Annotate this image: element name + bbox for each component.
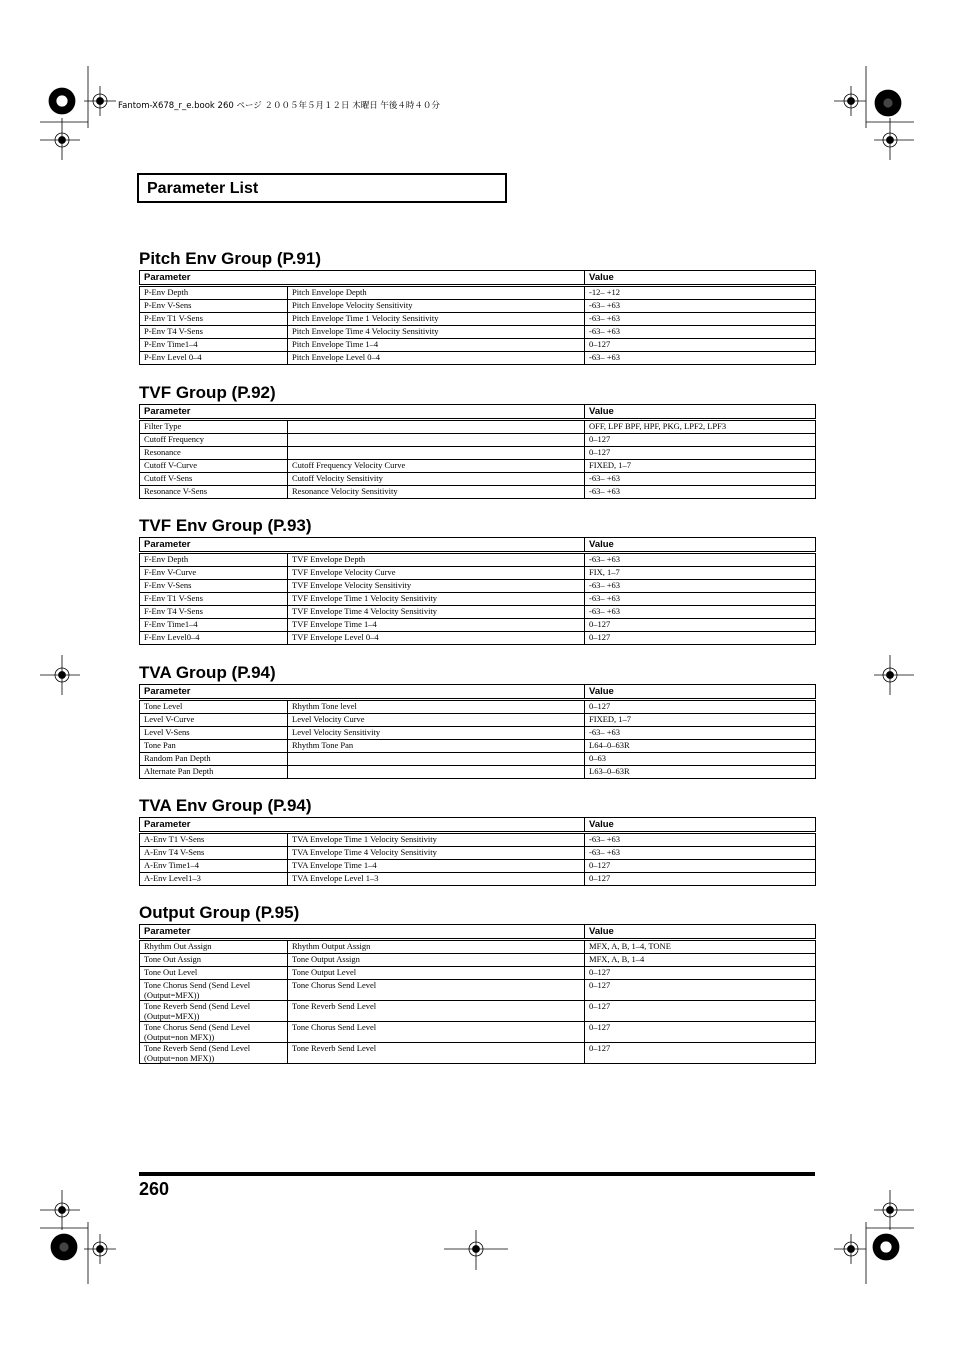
table-cell: F-Env T4 V-Sens (140, 606, 288, 619)
table-row (140, 753, 816, 766)
table-row (140, 460, 816, 473)
table-cell: 0–127 (585, 1001, 816, 1022)
table-row (140, 727, 816, 740)
group-pitch-env (139, 248, 815, 365)
table-cell: -63– +63 (585, 606, 816, 619)
table-row (140, 1022, 816, 1043)
group-title: Pitch Env Group (P.91) (139, 249, 322, 268)
header-value: Value (585, 818, 816, 833)
table-row (140, 593, 816, 606)
table-row (140, 954, 816, 967)
table-cell: Cutoff V-Curve (140, 460, 288, 473)
table-cell: Tone Chorus Send (Send Level (Output=MFX)) (140, 980, 288, 1001)
section-title: Parameter List (147, 180, 259, 197)
group-output (139, 902, 815, 1064)
table-cell: Level Velocity Curve (288, 714, 585, 727)
table-cell: FIXED, 1–7 (585, 714, 816, 727)
header-value: Value (585, 405, 816, 420)
group-tvf (139, 382, 815, 499)
table-cell: Cutoff Frequency Velocity Curve (288, 460, 585, 473)
table-cell: Cutoff Frequency (140, 434, 288, 447)
table-cell: Resonance V-Sens (140, 486, 288, 499)
table-cell: Filter Type (140, 420, 288, 434)
header-parameter: Parameter (140, 818, 585, 833)
table-cell: F-Env V-Curve (140, 567, 288, 580)
group-title: TVF Group (P.92) (139, 383, 276, 402)
table-row (140, 447, 816, 460)
table-cell: 0–127 (585, 860, 816, 873)
table-row (140, 873, 816, 886)
table-row (140, 980, 816, 1001)
table-row (140, 352, 816, 365)
table-cell: L64–0–63R (585, 740, 816, 753)
table-row (140, 553, 816, 567)
table-cell: TVF Envelope Time 1 Velocity Sensitivity (288, 593, 585, 606)
table-cell: L63–0–63R (585, 766, 816, 779)
table-cell: TVA Envelope Time 1–4 (288, 860, 585, 873)
table-cell: A-Env Level1–3 (140, 873, 288, 886)
table-cell: Tone Reverb Send (Send Level (Output=non MFX)) (140, 1043, 288, 1064)
table-row (140, 967, 816, 980)
table-cell: OFF, LPF BPF, HPF, PKG, LPF2, LPF3 (585, 420, 816, 434)
header-parameter: Parameter (140, 405, 585, 420)
section-title-box (137, 173, 507, 203)
table-header-row (140, 818, 816, 833)
table-cell: Pitch Envelope Velocity Sensitivity (288, 300, 585, 313)
header-value: Value (585, 925, 816, 940)
table-row (140, 580, 816, 593)
table-row (140, 714, 816, 727)
group-title: TVA Group (P.94) (139, 663, 276, 682)
group-title: TVA Env Group (P.94) (139, 796, 312, 815)
table-cell: Tone Chorus Send Level (288, 980, 585, 1001)
table-row (140, 766, 816, 779)
header-value: Value (585, 538, 816, 553)
table-cell: F-Env Depth (140, 553, 288, 567)
parameter-table (139, 270, 816, 365)
table-cell: P-Env T4 V-Sens (140, 326, 288, 339)
table-cell: Cutoff Velocity Sensitivity (288, 473, 585, 486)
table-cell: 0–127 (585, 967, 816, 980)
table-cell: A-Env T1 V-Sens (140, 833, 288, 847)
table-cell: -63– +63 (585, 593, 816, 606)
table-header-row (140, 271, 816, 286)
table-cell: Rhythm Tone level (288, 700, 585, 714)
table-row (140, 473, 816, 486)
table-cell: F-Env T1 V-Sens (140, 593, 288, 606)
table-cell: FIXED, 1–7 (585, 460, 816, 473)
table-cell: Level V-Curve (140, 714, 288, 727)
table-cell: -63– +63 (585, 833, 816, 847)
table-cell: A-Env Time1–4 (140, 860, 288, 873)
table-row (140, 1043, 816, 1064)
table-cell: F-Env Time1–4 (140, 619, 288, 632)
parameter-table (139, 817, 816, 886)
table-cell: Tone Output Assign (288, 954, 585, 967)
table-cell: F-Env Level0–4 (140, 632, 288, 645)
table-cell: F-Env V-Sens (140, 580, 288, 593)
header-parameter: Parameter (140, 271, 585, 286)
table-cell: TVF Envelope Level 0–4 (288, 632, 585, 645)
table-row (140, 486, 816, 499)
header-value: Value (585, 685, 816, 700)
table-header-row (140, 925, 816, 940)
table-cell: -63– +63 (585, 300, 816, 313)
footer-rule (139, 1172, 815, 1176)
table-cell: TVA Envelope Level 1–3 (288, 873, 585, 886)
table-cell: Tone Reverb Send Level (288, 1043, 585, 1064)
table-cell: Pitch Envelope Time 1–4 (288, 339, 585, 352)
table-row (140, 860, 816, 873)
table-cell: -63– +63 (585, 473, 816, 486)
table-cell: P-Env Level 0–4 (140, 352, 288, 365)
group-tvf-env (139, 515, 815, 645)
table-cell: FIX, 1–7 (585, 567, 816, 580)
group-tva-env (139, 795, 815, 886)
table-cell: -63– +63 (585, 847, 816, 860)
table-cell: Tone Out Level (140, 967, 288, 980)
table-cell: P-Env Time1–4 (140, 339, 288, 352)
table-cell: Rhythm Tone Pan (288, 740, 585, 753)
group-tva (139, 662, 815, 779)
table-cell: -12– +12 (585, 286, 816, 300)
print-header: Fantom-X678_r_e.book 260 ページ ２００５年５月１２日 木曜日 午後４時４０分 (118, 101, 440, 111)
group-title: Output Group (P.95) (139, 903, 300, 922)
table-row (140, 619, 816, 632)
table-cell: Pitch Envelope Time 1 Velocity Sensitivity (288, 313, 585, 326)
table-cell: Rhythm Out Assign (140, 940, 288, 954)
table-row (140, 300, 816, 313)
table-cell: Pitch Envelope Level 0–4 (288, 352, 585, 365)
table-row (140, 632, 816, 645)
table-cell: P-Env V-Sens (140, 300, 288, 313)
table-cell: TVF Envelope Depth (288, 553, 585, 567)
table-cell: TVF Envelope Time 4 Velocity Sensitivity (288, 606, 585, 619)
table-cell: TVF Envelope Velocity Sensitivity (288, 580, 585, 593)
table-cell: Alternate Pan Depth (140, 766, 288, 779)
table-cell: MFX, A, B, 1–4, TONE (585, 940, 816, 954)
table-header-row (140, 405, 816, 420)
table-row (140, 847, 816, 860)
table-cell: Tone Output Level (288, 967, 585, 980)
header-parameter: Parameter (140, 685, 585, 700)
table-cell: 0–127 (585, 632, 816, 645)
table-cell: Tone Chorus Send Level (288, 1022, 585, 1043)
table-cell: 0–127 (585, 447, 816, 460)
table-cell: Level V-Sens (140, 727, 288, 740)
table-cell: -63– +63 (585, 326, 816, 339)
table-header-row (140, 538, 816, 553)
table-cell: 0–127 (585, 339, 816, 352)
table-cell: Tone Chorus Send (Send Level (Output=non MFX)) (140, 1022, 288, 1043)
header-parameter: Parameter (140, 925, 585, 940)
table-header-row (140, 685, 816, 700)
table-row (140, 700, 816, 714)
header-parameter: Parameter (140, 538, 585, 553)
table-cell: Resonance Velocity Sensitivity (288, 486, 585, 499)
parameter-table (139, 684, 816, 779)
table-cell: Tone Reverb Send (Send Level (Output=MFX)) (140, 1001, 288, 1022)
table-row (140, 740, 816, 753)
table-cell: -63– +63 (585, 486, 816, 499)
table-cell: TVA Envelope Time 4 Velocity Sensitivity (288, 847, 585, 860)
table-row (140, 833, 816, 847)
page-number: 260 (139, 1179, 170, 1199)
table-row (140, 286, 816, 300)
group-title: TVF Env Group (P.93) (139, 516, 312, 535)
table-cell: P-Env Depth (140, 286, 288, 300)
table-cell: Cutoff V-Sens (140, 473, 288, 486)
table-cell: A-Env T4 V-Sens (140, 847, 288, 860)
table-cell: Random Pan Depth (140, 753, 288, 766)
table-cell: 0–127 (585, 434, 816, 447)
table-cell: TVF Envelope Velocity Curve (288, 567, 585, 580)
table-cell: 0–127 (585, 873, 816, 886)
table-cell: -63– +63 (585, 313, 816, 326)
table-cell: -63– +63 (585, 352, 816, 365)
table-cell: Pitch Envelope Time 4 Velocity Sensitivity (288, 326, 585, 339)
table-cell (288, 447, 585, 460)
table-row (140, 420, 816, 434)
table-cell: Rhythm Output Assign (288, 940, 585, 954)
table-cell (288, 753, 585, 766)
table-cell: Tone Level (140, 700, 288, 714)
table-cell: Resonance (140, 447, 288, 460)
header-value: Value (585, 271, 816, 286)
table-cell: 0–127 (585, 619, 816, 632)
table-cell: 0–127 (585, 980, 816, 1001)
table-cell: Tone Reverb Send Level (288, 1001, 585, 1022)
table-cell: 0–127 (585, 1043, 816, 1064)
table-cell (288, 766, 585, 779)
table-row (140, 1001, 816, 1022)
table-cell: P-Env T1 V-Sens (140, 313, 288, 326)
table-cell: -63– +63 (585, 553, 816, 567)
parameter-table (139, 404, 816, 499)
table-cell: Tone Out Assign (140, 954, 288, 967)
table-row (140, 940, 816, 954)
table-cell: 0–127 (585, 1022, 816, 1043)
table-cell (288, 434, 585, 447)
table-cell: TVA Envelope Time 1 Velocity Sensitivity (288, 833, 585, 847)
table-cell: TVF Envelope Time 1–4 (288, 619, 585, 632)
parameter-table (139, 924, 816, 1064)
table-cell (288, 420, 585, 434)
parameter-table (139, 537, 816, 645)
table-cell: -63– +63 (585, 580, 816, 593)
table-row (140, 606, 816, 619)
table-cell: 0–63 (585, 753, 816, 766)
table-cell: Pitch Envelope Depth (288, 286, 585, 300)
table-cell: -63– +63 (585, 727, 816, 740)
table-row (140, 434, 816, 447)
table-row (140, 567, 816, 580)
table-row (140, 313, 816, 326)
table-row (140, 339, 816, 352)
table-cell: Tone Pan (140, 740, 288, 753)
table-cell: 0–127 (585, 700, 816, 714)
table-cell: MFX, A, B, 1–4 (585, 954, 816, 967)
table-cell: Level Velocity Sensitivity (288, 727, 585, 740)
table-row (140, 326, 816, 339)
